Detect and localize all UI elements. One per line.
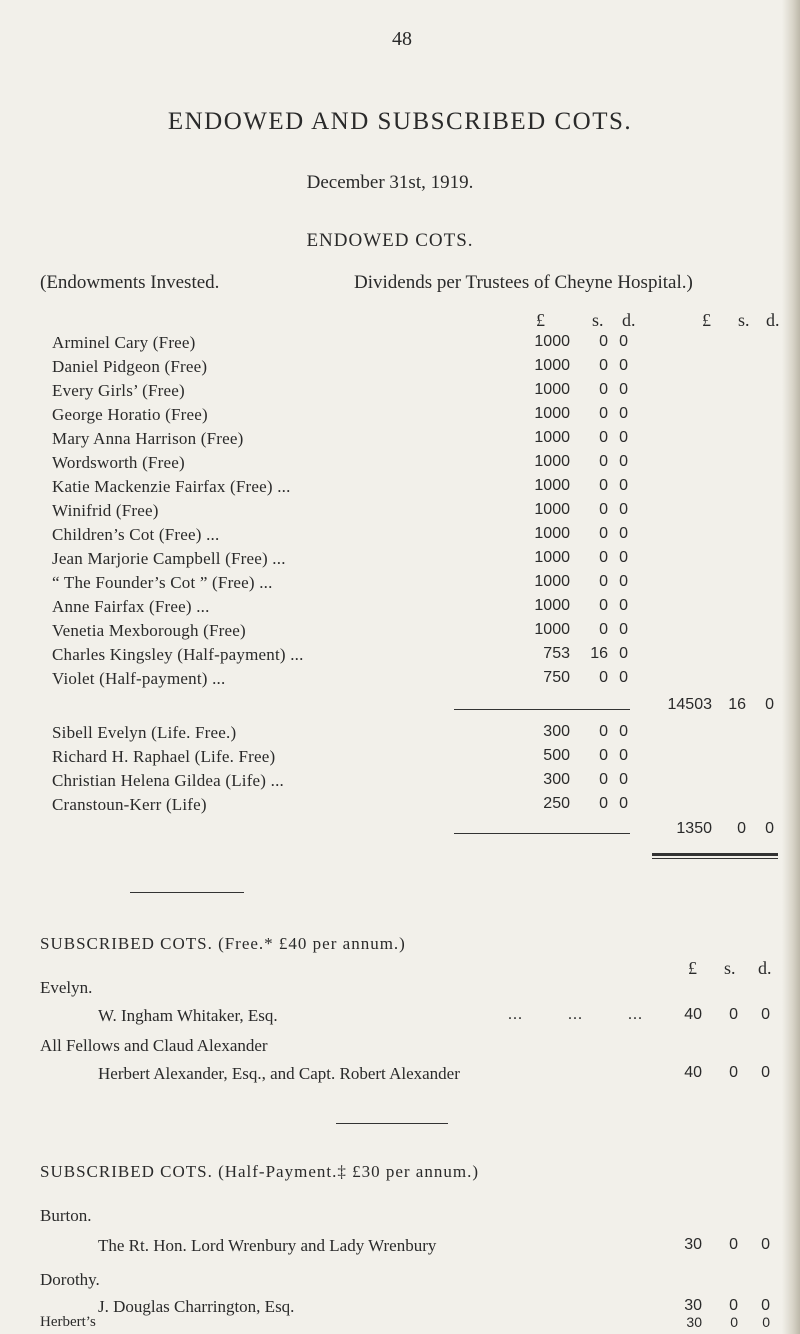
life-row-amount-pence: 0 [619, 747, 628, 764]
endowed-row-amount-shillings: 0 [599, 573, 608, 590]
cot-name-burton: Burton. [40, 1206, 92, 1225]
endowed-row-cot-name: “ The Founder’s Cot ” (Free) ... [52, 573, 273, 592]
endowed-row-cot-name: Charles Kingsley (Half-payment) ... [52, 645, 304, 664]
cot-name-all-fellows: All Fellows and Claud Alexander [40, 1036, 268, 1055]
life-row-amount-shillings: 0 [599, 795, 608, 812]
life-row-amount-pounds: 300 [543, 723, 570, 740]
amount-pounds: 30 [686, 1314, 702, 1330]
endowed-row-amount-pounds: 1000 [534, 525, 570, 542]
subtotal-1-pence: 0 [765, 696, 774, 713]
header-shillings: s. [592, 310, 604, 330]
endowed-row-amount-pounds: 1000 [534, 549, 570, 566]
endowed-row-amount-pounds: 1000 [534, 621, 570, 638]
endowments-note: (Endowments Invested. [40, 272, 220, 293]
endowed-row-cot-name: Winifrid (Free) [52, 501, 159, 520]
donor-wrenbury: The Rt. Hon. Lord Wrenbury and Lady Wrenbury [98, 1236, 437, 1255]
endowed-row-amount-shillings: 0 [599, 429, 608, 446]
endowed-row-amount-pence: 0 [619, 405, 628, 422]
endowed-row-amount-pounds: 1000 [534, 405, 570, 422]
endowed-row-cot-name: Violet (Half-payment) ... [52, 669, 226, 688]
subtotal-rule-1 [454, 709, 630, 710]
endowed-row-amount-pence: 0 [619, 501, 628, 518]
amount-shillings: 0 [729, 1006, 738, 1023]
subscribed-free-heading: SUBSCRIBED COTS. (Free.* £40 per annum.) [40, 934, 406, 953]
header-pence: d. [622, 310, 636, 330]
endowed-row-cot-name: Wordsworth (Free) [52, 453, 185, 472]
page-title: ENDOWED AND SUBSCRIBED COTS. [167, 108, 633, 135]
free-header-pence: d. [758, 958, 772, 978]
life-row-amount-pence: 0 [619, 795, 628, 812]
endowed-row-amount-pence: 0 [619, 333, 628, 350]
section-end-rule-thin [652, 858, 778, 859]
endowed-row-cot-name: Arminel Cary (Free) [52, 333, 196, 352]
endowed-row-amount-pence: 0 [619, 573, 628, 590]
section-end-rule-thick [652, 853, 778, 856]
endowed-row-amount-shillings: 0 [599, 381, 608, 398]
divider-rule-2 [336, 1123, 448, 1124]
endowed-row-amount-shillings: 0 [599, 453, 608, 470]
endowed-row-amount-shillings: 0 [599, 597, 608, 614]
endowed-row-cot-name: George Horatio (Free) [52, 405, 208, 424]
amount-pence: 0 [761, 1064, 770, 1081]
endowed-row-cot-name: Jean Marjorie Campbell (Free) ... [52, 549, 286, 568]
life-row-amount-shillings: 0 [599, 771, 608, 788]
endowed-row-amount-pounds: 1000 [534, 597, 570, 614]
subtotal-1-pounds: 14503 [667, 696, 712, 713]
divider-rule-1 [130, 892, 244, 893]
endowed-row-amount-shillings: 0 [599, 525, 608, 542]
endowed-row-amount-pence: 0 [619, 381, 628, 398]
donor-charrington: J. Douglas Charrington, Esq. [98, 1297, 295, 1316]
amount-shillings: 0 [729, 1236, 738, 1253]
endowed-row-amount-pence: 0 [619, 453, 628, 470]
amount-pounds: 30 [684, 1236, 702, 1253]
endowed-row-amount-pounds: 753 [543, 645, 570, 662]
endowed-row-cot-name: Katie Mackenzie Fairfax (Free) ... [52, 477, 291, 496]
endowed-row-amount-pence: 0 [619, 597, 628, 614]
endowed-row-amount-pence: 0 [619, 525, 628, 542]
endowed-row-amount-shillings: 0 [599, 549, 608, 566]
amount-pounds: 30 [684, 1297, 702, 1314]
free-header-pounds: £ [688, 958, 697, 978]
endowed-row-amount-pounds: 1000 [534, 453, 570, 470]
endowed-row-amount-pounds: 1000 [534, 573, 570, 590]
endowed-row-amount-pounds: 1000 [534, 429, 570, 446]
endowed-row-amount-pence: 0 [619, 645, 628, 662]
endowed-row-amount-pounds: 1000 [534, 477, 570, 494]
life-row-amount-pence: 0 [619, 771, 628, 788]
page-number: 48 [392, 28, 412, 50]
life-row-cot-name: Cranstoun-Kerr (Life) [52, 795, 207, 814]
amount-shillings: 0 [729, 1064, 738, 1081]
endowed-row-cot-name: Anne Fairfax (Free) ... [52, 597, 210, 616]
life-row-amount-pence: 0 [619, 723, 628, 740]
free-header-shillings: s. [724, 958, 736, 978]
endowed-row-amount-shillings: 0 [599, 405, 608, 422]
endowed-row-cot-name: Venetia Mexborough (Free) [52, 621, 246, 640]
donor-whitaker: W. Ingham Whitaker, Esq. [98, 1006, 278, 1025]
subtotal-2-shillings: 0 [737, 820, 746, 837]
amount-pounds: 40 [684, 1006, 702, 1023]
subtotal-2-pounds: 1350 [676, 820, 712, 837]
endowed-row-amount-shillings: 0 [599, 669, 608, 686]
endowed-row-amount-shillings: 0 [599, 357, 608, 374]
life-row-amount-pounds: 500 [543, 747, 570, 764]
life-row-cot-name: Sibell Evelyn (Life. Free.) [52, 723, 237, 742]
cot-name-evelyn: Evelyn. [40, 978, 93, 997]
donor-alexander: Herbert Alexander, Esq., and Capt. Robert Alexander [98, 1064, 460, 1083]
endowed-row-amount-pence: 0 [619, 429, 628, 446]
cot-name-dorothy: Dorothy. [40, 1270, 100, 1289]
endowed-row-amount-pounds: 1000 [534, 333, 570, 350]
header-pounds-total: £ [702, 310, 711, 330]
endowed-row-amount-pence: 0 [619, 669, 628, 686]
life-row-cot-name: Richard H. Raphael (Life. Free) [52, 747, 276, 766]
header-pounds: £ [536, 310, 545, 330]
leader-dots: ... ... ... [508, 1006, 643, 1023]
endowed-row-amount-shillings: 0 [599, 621, 608, 638]
life-row-amount-shillings: 0 [599, 723, 608, 740]
life-row-amount-shillings: 0 [599, 747, 608, 764]
endowed-row-amount-pounds: 750 [543, 669, 570, 686]
amount-pounds: 40 [684, 1064, 702, 1081]
page-edge [782, 0, 800, 1334]
life-row-cot-name: Christian Helena Gildea (Life) ... [52, 771, 284, 790]
life-row-amount-pounds: 300 [543, 771, 570, 788]
report-date: December 31st, 1919. [306, 172, 474, 193]
amount-shillings: 0 [729, 1297, 738, 1314]
endowed-row-amount-pence: 0 [619, 357, 628, 374]
amount-pence: 0 [761, 1297, 770, 1314]
life-row-amount-pounds: 250 [543, 795, 570, 812]
endowed-row-amount-pence: 0 [619, 549, 628, 566]
cot-name-herberts: Herbert’s [40, 1314, 96, 1330]
endowed-row-amount-pounds: 1000 [534, 381, 570, 398]
subscribed-half-heading: SUBSCRIBED COTS. (Half-Payment.‡ £30 per annum.) [40, 1162, 479, 1181]
endowed-row-amount-shillings: 0 [599, 333, 608, 350]
endowed-row-amount-shillings: 0 [599, 501, 608, 518]
subtotal-1-shillings: 16 [728, 696, 746, 713]
endowed-row-amount-shillings: 16 [590, 645, 608, 662]
amount-shillings: 0 [730, 1314, 738, 1330]
endowed-row-amount-pence: 0 [619, 621, 628, 638]
endowed-row-amount-shillings: 0 [599, 477, 608, 494]
header-pence-total: d. [766, 310, 780, 330]
amount-pence: 0 [762, 1314, 770, 1330]
subtotal-2-pence: 0 [765, 820, 774, 837]
endowed-row-amount-pounds: 1000 [534, 357, 570, 374]
endowed-row-cot-name: Every Girls’ (Free) [52, 381, 185, 400]
endowed-row-cot-name: Mary Anna Harrison (Free) [52, 429, 244, 448]
dividends-note: Dividends per Trustees of Cheyne Hospital.) [354, 272, 693, 293]
endowed-row-amount-pence: 0 [619, 477, 628, 494]
endowed-row-amount-pounds: 1000 [534, 501, 570, 518]
amount-pence: 0 [761, 1006, 770, 1023]
endowed-row-cot-name: Daniel Pidgeon (Free) [52, 357, 208, 376]
amount-pence: 0 [761, 1236, 770, 1253]
endowed-heading: ENDOWED COTS. [306, 230, 474, 251]
endowed-row-cot-name: Children’s Cot (Free) ... [52, 525, 220, 544]
subtotal-rule-2 [454, 833, 630, 834]
header-shillings-total: s. [738, 310, 750, 330]
